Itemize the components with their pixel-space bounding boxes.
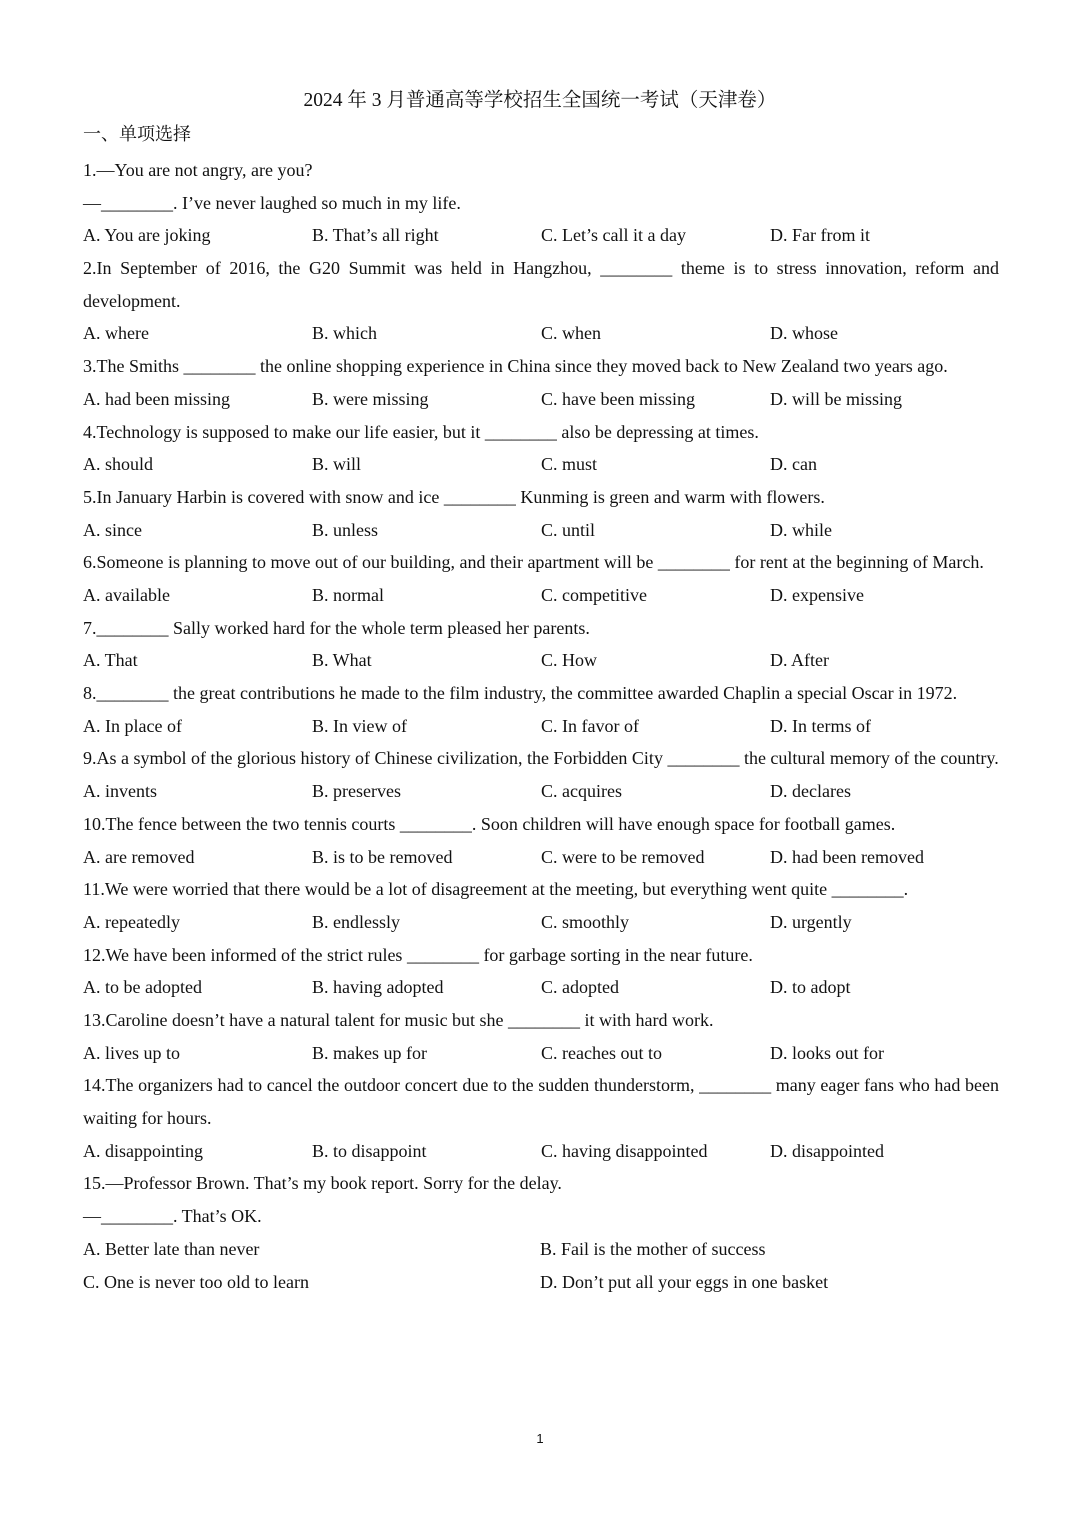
option-c: C. when xyxy=(541,323,601,344)
question-7 xyxy=(83,612,999,677)
question-4 xyxy=(83,416,999,481)
question-stem: 9.As a symbol of the glorious history of Chinese civilization, the Forbidden City ________ the cultural memory of the country. xyxy=(83,748,999,769)
options-row xyxy=(83,448,999,481)
question-1 xyxy=(83,154,999,252)
option-b: B. having adopted xyxy=(312,977,444,998)
option-b: B. In view of xyxy=(312,715,407,736)
question-stem: 2.In September of 2016, the G20 Summit was held in Hangzhou, ________ theme is to stress innovation, reform and development. xyxy=(83,258,999,311)
option-b: B. normal xyxy=(312,585,384,606)
option-c: C. smoothly xyxy=(541,911,630,932)
question-stem: 3.The Smiths ________ the online shopping experience in China since they moved back to New Zealand two years ago. xyxy=(83,356,948,377)
question-stem: 4.Technology is supposed to make our life easier, but it ________ also be depressing at times. xyxy=(83,421,759,442)
option-c: C. One is never too old to learn xyxy=(83,1271,309,1292)
option-c: C. Let’s call it a day xyxy=(541,225,686,246)
option-a: A. Better late than never xyxy=(83,1238,260,1259)
options-row xyxy=(83,219,999,252)
options-row xyxy=(83,710,999,743)
option-b: B. to disappoint xyxy=(312,1140,427,1161)
option-a: A. invents xyxy=(83,781,157,802)
option-c: C. have been missing xyxy=(541,388,695,409)
option-b: B. unless xyxy=(312,519,379,540)
options-row xyxy=(83,1233,999,1266)
option-d: D. urgently xyxy=(770,911,852,932)
question-stem: 11.We were worried that there would be a lot of disagreement at the meeting, but everything went quite ________. xyxy=(83,879,909,900)
options-row xyxy=(83,383,999,416)
question-stem: 7.________ Sally worked hard for the whole term pleased her parents. xyxy=(83,617,590,638)
question-stem: 13.Caroline doesn’t have a natural talent for music but she ________ it with hard work. xyxy=(83,1010,714,1031)
question-8 xyxy=(83,677,999,742)
option-b: B. were missing xyxy=(312,388,429,409)
options-row xyxy=(83,514,999,547)
option-d: D. will be missing xyxy=(770,388,903,409)
question-11 xyxy=(83,873,999,938)
option-a: A. where xyxy=(83,323,149,344)
option-d: D. to adopt xyxy=(770,977,851,998)
option-a: A. lives up to xyxy=(83,1042,180,1063)
option-d: D. Far from it xyxy=(770,225,870,246)
option-a: A. available xyxy=(83,585,170,606)
options-row xyxy=(83,1135,999,1168)
section-title: 一、单项选择 xyxy=(83,124,191,144)
option-d: D. expensive xyxy=(770,585,864,606)
page-number: 1 xyxy=(536,1431,544,1446)
options-row xyxy=(83,317,999,350)
option-d: D. Don’t put all your eggs in one basket xyxy=(540,1271,829,1292)
option-a: A. You are joking xyxy=(83,225,211,246)
option-a: A. disappointing xyxy=(83,1140,203,1161)
question-14 xyxy=(83,1069,999,1167)
option-b: B. What xyxy=(312,650,372,671)
option-c: C. until xyxy=(541,519,596,540)
question-15 xyxy=(83,1167,999,1298)
question-stem: —________. That’s OK. xyxy=(83,1206,262,1227)
option-d: D. can xyxy=(770,454,817,475)
options-row xyxy=(83,906,999,939)
question-stem: 10.The fence between the two tennis courts ________. Soon children will have enough space for football games. xyxy=(83,813,896,834)
option-c: C. reaches out to xyxy=(541,1042,662,1063)
option-d: D. whose xyxy=(770,323,838,344)
question-2 xyxy=(83,252,999,350)
option-d: D. disappointed xyxy=(770,1140,884,1161)
option-a: A. should xyxy=(83,454,154,475)
exam-title: 2024 年 3 月普通高等学校招生全国统一考试（天津卷） xyxy=(303,90,777,111)
option-c: C. must xyxy=(541,454,598,475)
option-a: A. repeatedly xyxy=(83,911,180,932)
option-b: B. That’s all right xyxy=(312,225,439,246)
option-b: B. which xyxy=(312,323,377,344)
option-b: B. will xyxy=(312,454,362,475)
question-stem: —________. I’ve never laughed so much in my life. xyxy=(83,192,461,213)
question-9 xyxy=(83,742,999,807)
option-d: D. looks out for xyxy=(770,1042,884,1063)
option-d: D. while xyxy=(770,519,832,540)
options-row xyxy=(83,841,999,874)
option-a: A. are removed xyxy=(83,846,195,867)
option-c: C. competitive xyxy=(541,585,647,606)
question-stem: 1.—You are not angry, are you? xyxy=(83,160,313,180)
option-c: C. In favor of xyxy=(541,715,639,736)
question-3 xyxy=(83,350,999,415)
question-stem: 12.We have been informed of the strict rules ________ for garbage sorting in the near future. xyxy=(83,944,753,965)
question-stem: 6.Someone is planning to move out of our building, and their apartment will be ________ for rent at the beginning of March. xyxy=(83,552,984,573)
option-b: B. preserves xyxy=(312,781,401,802)
option-b: B. is to be removed xyxy=(312,846,453,867)
options-row xyxy=(83,579,999,612)
option-d: D. In terms of xyxy=(770,715,871,736)
question-stem: 14.The organizers had to cancel the outdoor concert due to the sudden thunderstorm, ________ many eager fans who had been waiting for hours. xyxy=(83,1075,999,1129)
option-c: C. adopted xyxy=(541,977,619,998)
option-d: D. had been removed xyxy=(770,846,924,867)
question-6 xyxy=(83,546,999,611)
question-stem: 5.In January Harbin is covered with snow and ice ________ Kunming is green and warm with flowers. xyxy=(83,486,825,507)
options-row xyxy=(83,971,999,1004)
question-10 xyxy=(83,808,999,873)
options-row xyxy=(83,1037,999,1070)
option-b: B. endlessly xyxy=(312,911,400,932)
question-list xyxy=(83,154,999,1298)
option-a: A. had been missing xyxy=(83,388,230,409)
option-c: C. How xyxy=(541,650,598,671)
question-12 xyxy=(83,939,999,1004)
option-a: A. since xyxy=(83,519,142,540)
option-d: D. After xyxy=(770,650,829,671)
option-a: A. In place of xyxy=(83,715,182,736)
question-5 xyxy=(83,481,999,546)
question-stem: 15.—Professor Brown. That’s my book report. Sorry for the delay. xyxy=(83,1173,562,1194)
option-a: A. to be adopted xyxy=(83,977,202,998)
options-row xyxy=(83,775,999,808)
option-d: D. declares xyxy=(770,781,851,802)
options-row xyxy=(83,1266,999,1299)
option-c: C. acquires xyxy=(541,781,622,802)
option-c: C. having disappointed xyxy=(541,1140,708,1161)
option-a: A. That xyxy=(83,650,138,671)
options-row xyxy=(83,644,999,677)
option-b: B. Fail is the mother of success xyxy=(540,1238,766,1259)
option-c: C. were to be removed xyxy=(541,846,705,867)
option-b: B. makes up for xyxy=(312,1042,427,1063)
question-13 xyxy=(83,1004,999,1069)
question-stem: 8.________ the great contributions he made to the film industry, the committee awarded Chaplin a special Oscar in 1972. xyxy=(83,683,958,704)
